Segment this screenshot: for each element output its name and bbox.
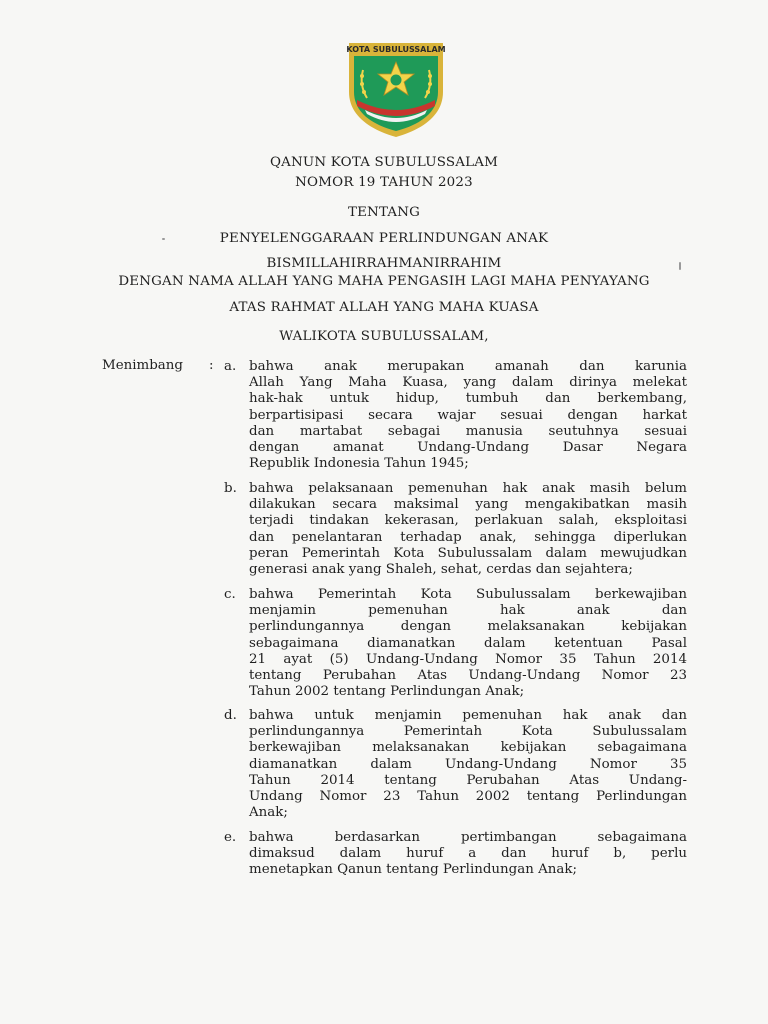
about-heading: TENTANG bbox=[347, 205, 421, 220]
item-letter: b. bbox=[224, 481, 237, 496]
item-line: menetapkan Qanun tentang Perlindungan Anak; bbox=[249, 862, 578, 878]
scan-speck bbox=[679, 262, 681, 270]
item-line: Allah Yang Maha Kuasa, yang dalam dirinya melekat bbox=[249, 375, 687, 391]
item-line: dan penelantaran terhadap anak, sehingga diperlukan bbox=[249, 529, 687, 545]
item-line: berpartisipasi secara wajar sesuai dengan harkat bbox=[249, 407, 687, 423]
city-emblem bbox=[343, 40, 449, 138]
item-line: sebagaimana diamanatkan dalam ketentuan Pasal bbox=[249, 635, 687, 651]
considering-colon: : bbox=[209, 358, 214, 373]
item-line: dengan amanat Undang-Undang Dasar Negara bbox=[249, 440, 687, 456]
item-line: Undang Nomor 23 Tahun 2002 tentang Perlindungan bbox=[249, 789, 687, 805]
item-line: dilakukan secara maksimal yang mengakibatkan masih bbox=[249, 497, 687, 513]
document-title: QANUN KOTA SUBULUSSALAM bbox=[269, 155, 499, 170]
item-line: bahwa pelaksanaan pemenuhan hak anak masih belum bbox=[249, 481, 687, 496]
item-line: dan martabat sebagai manusia seutuhnya sesuai bbox=[249, 423, 687, 439]
item-line: terjadi tindakan kekerasan, perlakuan salah, eksploitasi bbox=[249, 513, 687, 529]
item-line: bahwa anak merupakan amanah dan karunia bbox=[249, 359, 687, 374]
item-line: bahwa berdasarkan pertimbangan sebagaimana bbox=[249, 830, 687, 845]
item-letter: a. bbox=[224, 359, 237, 374]
item-line: berkewajiban melaksanakan kebijakan sebagaimana bbox=[249, 740, 687, 756]
item-line: bahwa Pemerintah Kota Subulussalam berkewajiban bbox=[249, 587, 687, 602]
item-line: dimaksud dalam huruf a dan huruf b, perlu bbox=[249, 846, 687, 862]
item-line: Tahun 2002 tentang Perlindungan Anak; bbox=[249, 684, 525, 700]
item-line: menjamin pemenuhan hak anak dan bbox=[249, 603, 687, 619]
item-line: bahwa untuk menjamin pemenuhan hak anak dan bbox=[249, 708, 687, 723]
emblem-banner-text: KOTA SUBULUSSALAM bbox=[346, 45, 446, 54]
item-letter: e. bbox=[224, 830, 237, 845]
item-line: perlindungannya Pemerintah Kota Subulussalam bbox=[249, 724, 687, 740]
item-line: perlindungannya dengan melaksanakan kebijakan bbox=[249, 619, 687, 635]
item-line: Tahun 2014 tentang Perubahan Atas Undang- bbox=[249, 772, 687, 788]
document-subject: PENYELENGGARAAN PERLINDUNGAN ANAK bbox=[219, 231, 549, 246]
mayor-heading: WALIKOTA SUBULUSSALAM, bbox=[279, 329, 489, 344]
grace-line: ATAS RAHMAT ALLAH YANG MAHA KUASA bbox=[229, 300, 539, 315]
scan-speck bbox=[162, 238, 165, 240]
item-line: Republik Indonesia Tahun 1945; bbox=[249, 456, 469, 472]
item-line: peran Pemerintah Kota Subulussalam dalam mewujudkan bbox=[249, 545, 687, 561]
item-letter: c. bbox=[224, 587, 236, 602]
item-line: 21 ayat (5) Undang-Undang Nomor 35 Tahun 2014 bbox=[249, 651, 687, 667]
item-letter: d. bbox=[224, 708, 237, 723]
item-line: generasi anak yang Shaleh, sehat, cerdas dan sejahtera; bbox=[249, 562, 633, 578]
coat-of-arms-icon bbox=[343, 40, 449, 138]
item-line: diamanatkan dalam Undang-Undang Nomor 35 bbox=[249, 756, 687, 772]
bismillah-line: BISMILLAHIRRAHMANIRRAHIM bbox=[266, 256, 502, 271]
document-number: NOMOR 19 TAHUN 2023 bbox=[295, 175, 473, 190]
item-line: hak-hak untuk hidup, tumbuh dan berkembang, bbox=[249, 391, 687, 407]
considering-label: Menimbang bbox=[102, 358, 183, 373]
item-line: Anak; bbox=[249, 805, 288, 821]
item-line: tentang Perubahan Atas Undang-Undang Nomor 23 bbox=[249, 668, 687, 684]
invocation-line: DENGAN NAMA ALLAH YANG MAHA PENGASIH LAGI MAHA PENYAYANG bbox=[118, 274, 650, 289]
